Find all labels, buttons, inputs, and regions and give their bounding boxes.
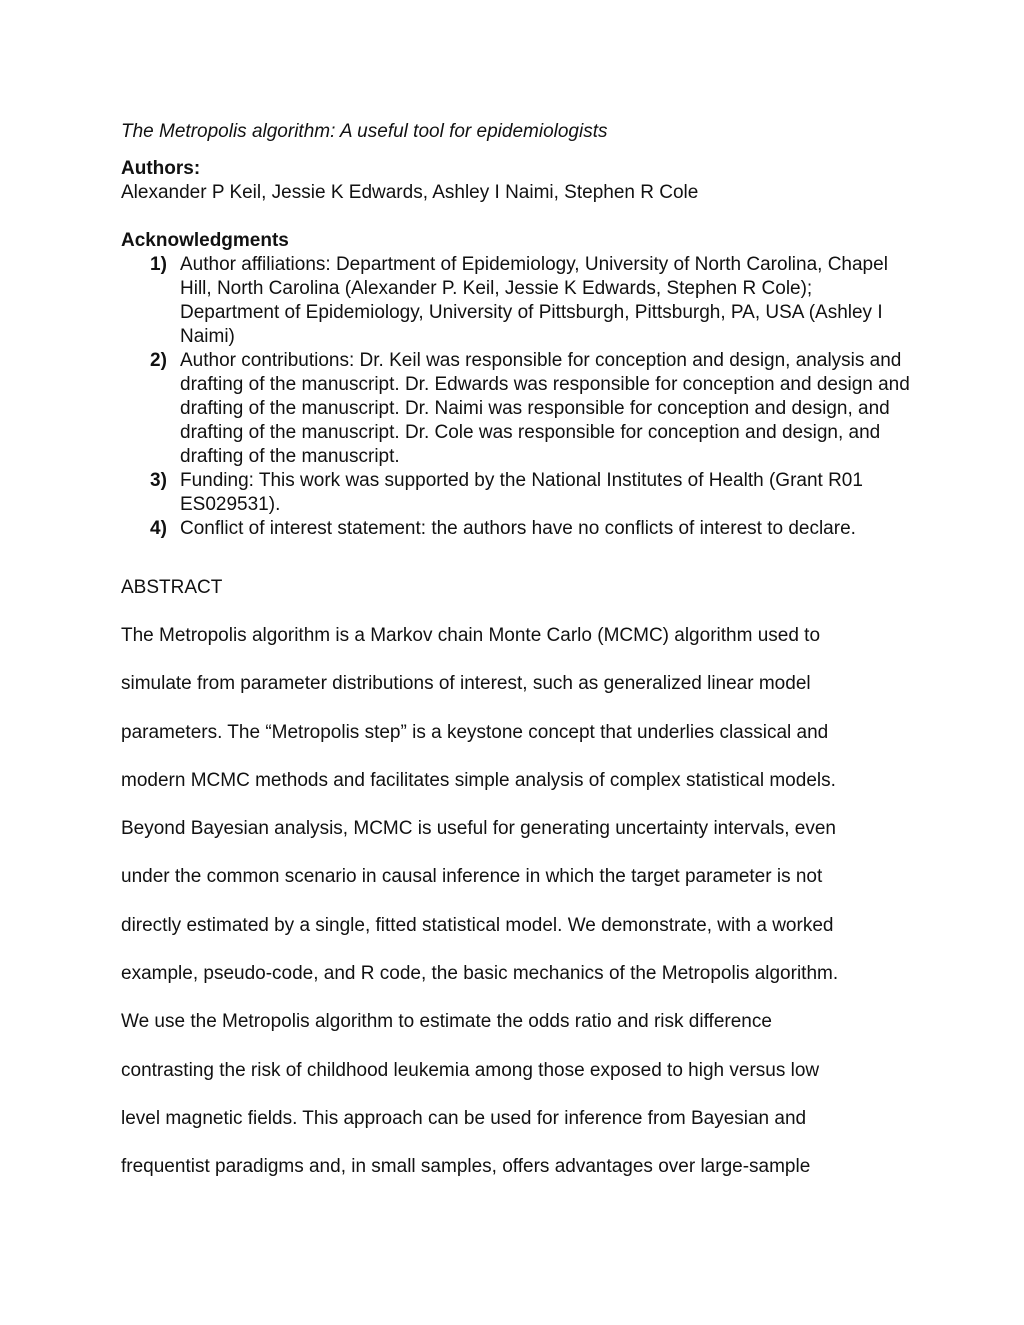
- acknowledgment-item: [121, 349, 911, 469]
- paper-title: The Metropolis algorithm: A useful tool for epidemiologists: [121, 121, 608, 142]
- manuscript-page: [121, 120, 911, 1192]
- abstract-body: [121, 612, 911, 1192]
- abstract-line: simulate from parameter distributions of interest, such as generalized linear model: [121, 673, 811, 695]
- acknowledgment-item: [121, 253, 911, 349]
- acknowledgment-text: Author affiliations: Department of Epidemiology, University of North Carolina, Chapel Hill, North Carolina (Alexander P. Keil, Jessie K Edwards, Stephen R Cole); Department of Epidemiology, University of Pittsburgh, Pittsburgh, PA, USA (Ashley I Naimi): [180, 254, 888, 347]
- acknowledgment-number: 4): [150, 518, 167, 539]
- abstract-line: frequentist paradigms and, in small samples, offers advantages over large-sample: [121, 1156, 811, 1178]
- abstract-line: under the common scenario in causal inference in which the target parameter is not: [121, 866, 823, 888]
- acknowledgments-list: [121, 253, 911, 541]
- abstract-heading: ABSTRACT: [121, 577, 223, 598]
- abstract-line: directly estimated by a single, fitted statistical model. We demonstrate, with a worked: [121, 914, 834, 936]
- authors-label: Authors:: [121, 158, 201, 179]
- acknowledgment-text: Author contributions: Dr. Keil was responsible for conception and design, analysis and drafting of the manuscript. Dr. Edwards was responsible for conception and design and drafting of the manuscript. Dr. Naimi was responsible for conception and design, and drafting of the manuscript. Dr. Cole was responsible for conception and design, and drafting of the manuscript.: [180, 350, 910, 467]
- abstract-line: level magnetic fields. This approach can be used for inference from Bayesian and: [121, 1107, 807, 1129]
- abstract-line: parameters. The “Metropolis step” is a keystone concept that underlies classical and: [121, 721, 829, 743]
- abstract-line: We use the Metropolis algorithm to estimate the odds ratio and risk difference: [121, 1011, 772, 1033]
- acknowledgment-text: Funding: This work was supported by the National Institutes of Health (Grant R01 ES029531).: [180, 470, 863, 515]
- authors-list: Alexander P Keil, Jessie K Edwards, Ashley I Naimi, Stephen R Cole: [121, 182, 699, 203]
- acknowledgment-number: 3): [150, 470, 167, 491]
- acknowledgment-item: [121, 517, 911, 541]
- abstract-line: Beyond Bayesian analysis, MCMC is useful for generating uncertainty intervals, even: [121, 818, 836, 840]
- abstract-line: The Metropolis algorithm is a Markov chain Monte Carlo (MCMC) algorithm used to: [121, 625, 821, 646]
- abstract-line: contrasting the risk of childhood leukemia among those exposed to high versus low: [121, 1059, 820, 1081]
- acknowledgments-label: Acknowledgments: [121, 230, 289, 251]
- acknowledgment-number: 1): [150, 254, 167, 275]
- acknowledgment-item: [121, 469, 911, 517]
- abstract-line: example, pseudo-code, and R code, the basic mechanics of the Metropolis algorithm.: [121, 963, 839, 985]
- acknowledgment-number: 2): [150, 350, 167, 371]
- abstract-line: modern MCMC methods and facilitates simple analysis of complex statistical models.: [121, 769, 836, 791]
- acknowledgment-text: Conflict of interest statement: the authors have no conflicts of interest to declare.: [180, 518, 856, 539]
